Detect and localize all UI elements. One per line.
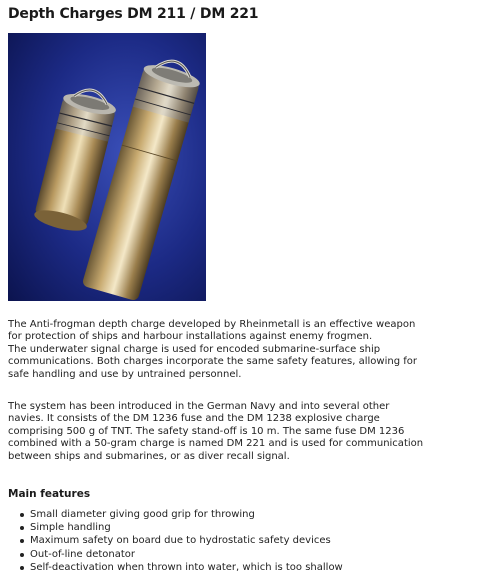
list-item: Maximum safety on board due to hydrostatic safety devices <box>8 534 478 547</box>
depth-charges-photo <box>8 33 206 301</box>
intro-paragraph <box>8 319 478 381</box>
text-line: combined with a 50-gram charge is named DM 221 and is used for communication <box>8 438 424 450</box>
page-title: Depth Charges DM 211 / DM 221 <box>8 6 259 22</box>
main-features-heading: Main features <box>8 488 91 500</box>
list-item: Self-deactivation when thrown into water, which is too shallow <box>8 561 478 574</box>
text-line: The Anti-frogman depth charge developed by Rheinmetall is an effective weapon <box>8 319 416 330</box>
list-item: Out-of-line detonator <box>8 548 478 561</box>
text-line: The system has been introduced in the German Navy and into several other <box>8 401 390 412</box>
text-line: navies. It consists of the DM 1236 fuse and the DM 1238 explosive charge <box>8 413 380 425</box>
text-line: between ships and submarines, or as diver recall signal. <box>8 450 290 462</box>
text-line: communications. Both charges incorporate the same safety features, allowing for <box>8 356 417 368</box>
features-list <box>8 508 478 574</box>
list-item: Simple handling <box>8 521 478 534</box>
text-line: comprising 500 g of TNT. The safety stand-off is 10 m. The same fuse DM 1236 <box>8 425 405 437</box>
text-line: for protection of ships and harbour installations against enemy frogmen. <box>8 331 373 343</box>
system-paragraph <box>8 401 478 463</box>
depth-charges-illustration <box>8 33 206 301</box>
list-item: Small diameter giving good grip for throwing <box>8 508 478 521</box>
text-line: safe handling and use by untrained personnel. <box>8 368 242 380</box>
text-line: The underwater signal charge is used for encoded submarine-surface ship <box>8 343 381 355</box>
